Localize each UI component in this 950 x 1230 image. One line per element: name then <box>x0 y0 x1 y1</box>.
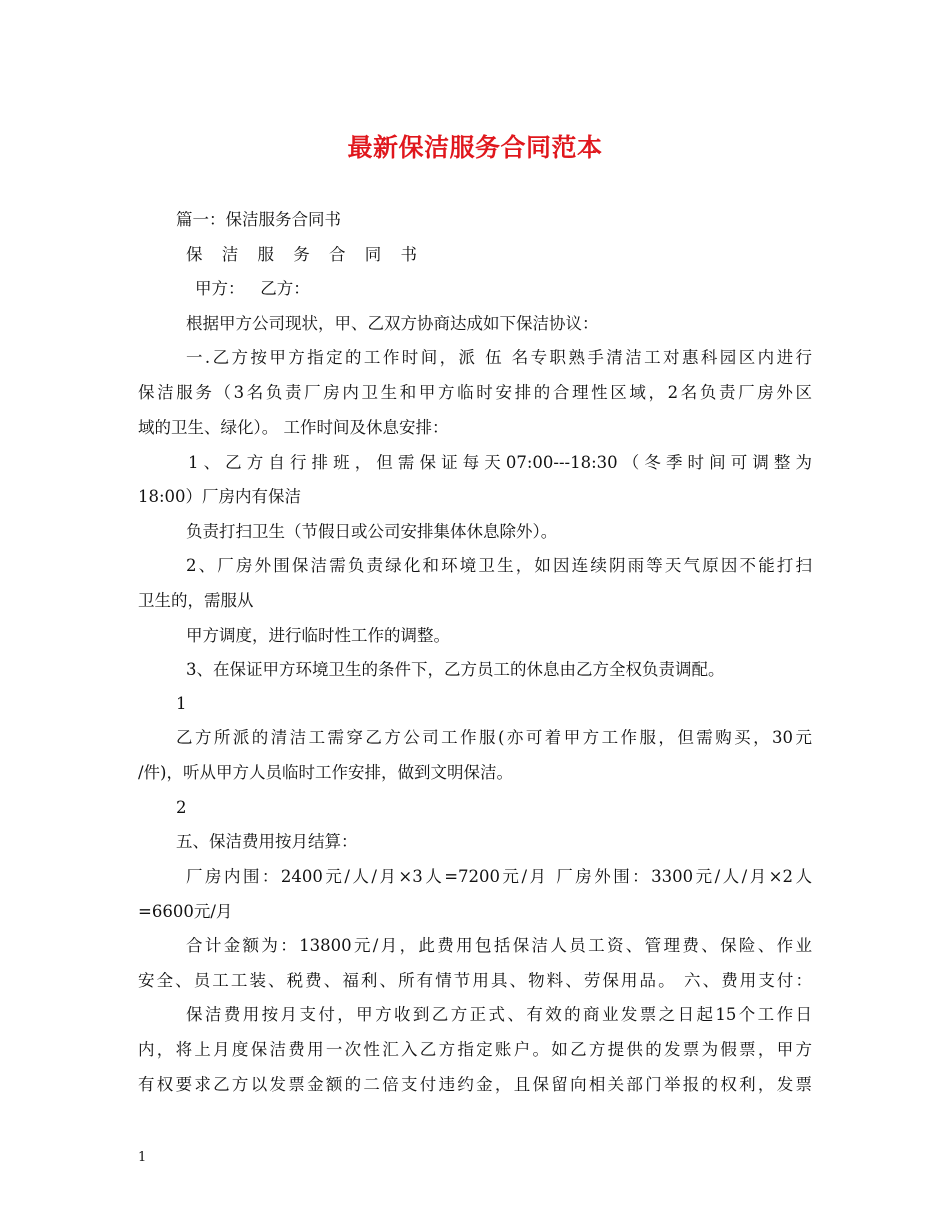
parties-line: 甲方： 乙方： <box>195 279 310 298</box>
item-number: 1 <box>176 694 187 713</box>
paragraph-line: 域的卫生、绿化）。 工作时间及休息安排： <box>138 418 449 437</box>
section-heading: 五、保洁费用按月结算： <box>176 832 358 851</box>
paragraph-line: 2、厂房外围保洁需负责绿化和环境卫生，如因连续阴雨等天气原因不能打扫 <box>186 556 812 575</box>
paragraph-line: 有权要求乙方以发票金额的二倍支付违约金，且保留向相关部门举报的权利，发票 <box>138 1075 812 1094</box>
paragraph-line: 甲方调度，进行临时性工作的调整。 <box>186 626 450 645</box>
document-title: 最新保洁服务合同范本 <box>347 133 603 162</box>
paragraph-line: 厂房内围：2400元/人/月×3人=7200元/月 厂房外围：3300元/人/月×2人 <box>186 867 812 886</box>
paragraph-line: 一.乙方按甲方指定的工作时间，派 伍 名专职熟手清洁工对惠科园区内进行 <box>186 348 812 367</box>
paragraph-line: 3、在保证甲方环境卫生的条件下，乙方员工的休息由乙方全权负责调配。 <box>186 660 725 679</box>
contract-subtitle: 保 洁 服 务 合 同 书 <box>186 245 424 264</box>
page-number: 1 <box>138 1150 147 1165</box>
paragraph-line: /件)，听从甲方人员临时工作安排，做到文明保洁。 <box>138 763 513 782</box>
paragraph-line: =6600元/月 <box>138 902 233 921</box>
paragraph-line: 1、乙方自行排班，但需保证每天07:00---18:30（冬季时间可调整为 <box>188 453 812 472</box>
paragraph-line: 卫生的，需服从 <box>138 591 254 610</box>
section-heading: 篇一：保洁服务合同书 <box>176 210 341 229</box>
paragraph-line: 合计金额为：13800元/月，此费用包括保洁人员工资、管理费、保险、作业 <box>186 936 812 955</box>
item-number: 2 <box>176 798 187 817</box>
paragraph-line: 安全、员工工装、税费、福利、所有情节用具、物料、劳保用品。 六、费用支付： <box>138 971 812 990</box>
paragraph-line: 保洁费用按月支付，甲方收到乙方正式、有效的商业发票之日起15个工作日 <box>186 1005 812 1024</box>
paragraph-line: 保洁服务（3名负责厂房内卫生和甲方临时安排的合理性区域，2名负责厂房外区 <box>138 383 812 402</box>
paragraph-line: 负责打扫卫生（节假日或公司安排集体休息除外）。 <box>186 522 558 541</box>
paragraph-line: 18:00）厂房内有保洁 <box>138 487 302 506</box>
paragraph-line: 内，将上月度保洁费用一次性汇入乙方指定账户。如乙方提供的发票为假票，甲方 <box>138 1040 812 1059</box>
paragraph-line: 乙方所派的清洁工需穿乙方公司工作服(亦可着甲方工作服，但需购买，30元 <box>176 728 812 747</box>
paragraph-line: 根据甲方公司现状，甲、乙双方协商达成如下保洁协议： <box>186 314 599 333</box>
